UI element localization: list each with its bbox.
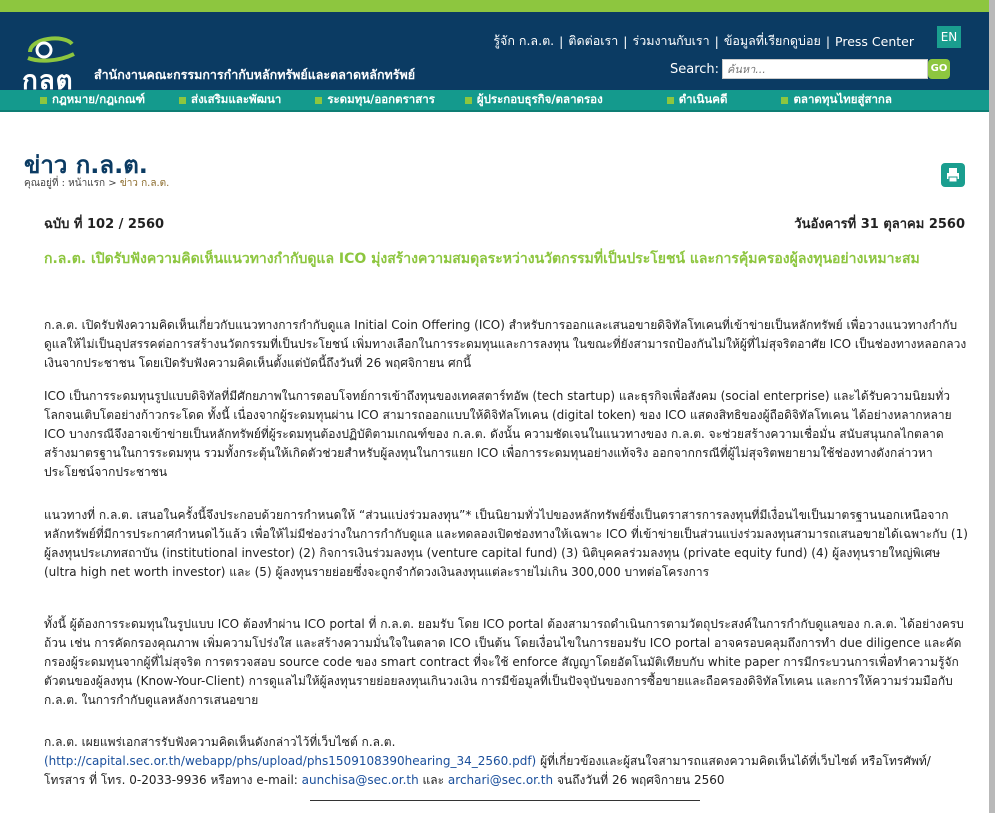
top-accent-bar: [0, 0, 995, 12]
nav-item-thai-capital-market[interactable]: [781, 91, 892, 109]
search-input[interactable]: [722, 59, 928, 79]
nav-item-enforcement[interactable]: [667, 91, 728, 109]
breadcrumb-current: ข่าว ก.ล.ต.: [119, 178, 170, 189]
scrollbar[interactable]: [989, 0, 995, 813]
article-date: วันอังคารที่ 31 ตุลาคม 2560: [794, 217, 965, 232]
page-title: ข่าว ก.ล.ต.: [24, 151, 148, 179]
separator: |: [714, 33, 719, 49]
search-label: Search:: [670, 62, 720, 77]
nav-label: ส่งเสริมและพัฒนา: [191, 92, 282, 106]
nav-bullet-icon: [315, 97, 322, 104]
email-link-aunchisa[interactable]: aunchisa@sec.or.th: [301, 773, 419, 787]
email-link-archari[interactable]: archari@sec.or.th: [447, 773, 554, 787]
top-link-careers[interactable]: ร่วมงานกับเรา: [632, 33, 710, 48]
article-paragraph-5: [44, 733, 969, 790]
article-headline: ก.ล.ต. เปิดรับฟังความคิดเห็นแนวทางกำกับดูแล ICO มุ่งสร้างความสมดุลระหว่างนวัตกรรมที่เป็นประโยชน์ และการคุ้มครองผู้ลงทุนอย่างเหมาะสม: [44, 251, 920, 267]
organization-name: สำนักงานคณะกรรมการกำกับหลักทรัพย์และตลาดหลักทรัพย์: [94, 67, 416, 82]
hearing-document-link[interactable]: (http://capital.sec.or.th/webapp/phs/upload/phs1509108390hearing_34_2560.pdf): [44, 754, 537, 768]
nav-bullet-icon: [465, 97, 472, 104]
nav-bullet-icon: [179, 97, 186, 104]
main-nav: [0, 90, 989, 112]
top-link-contact[interactable]: ติดต่อเรา: [568, 33, 619, 48]
print-button[interactable]: [941, 163, 965, 187]
printer-icon: [941, 163, 965, 187]
breadcrumb-prefix: คุณอยู่ที่ :: [24, 178, 65, 189]
article-paragraph-3: แนวทางที่ ก.ล.ต. เสนอในครั้งนี้จึงประกอบด้วยการกำหนดให้ “ส่วนแบ่งร่วมลงทุน”* เป็นนิยามทั่วไปของหลักทรัพย์ซึ่งเป็นตราสารการลงทุนที่มีเงื่อนไขเป็นมาตรฐานนอกเหนือจากหลักทรัพย์ที่มีการประกาศกำหนดไว้แล้ว เพื่อให้ไม่มีช่องว่างในการกำกับดูแล และทดลองเปิดช่องทางให้เฉพาะ ICO ที่เข้าข่ายเป็นส่วนแบ่งร่วมลงทุนสามารถเสนอขายได้เฉพาะกับ (1) ผู้ลงทุนประเภทสถาบัน (institutional investor) (2) กิจการเงินร่วมลงทุน (venture capital fund) (3) นิติบุคคลร่วมลงทุน (private equity fund) (4) ผู้ลงทุนรายใหญ่พิเศษ (ultra high net worth investor) และ (5) ผู้ลงทุนรายย่อยซึ่งจะถูกจำกัดวงเงินลงทุนแต่ละรายไม่เกิน 300,000 บาทต่อโครงการ: [44, 508, 968, 579]
nav-label: ตลาดทุนไทยสู่สากล: [793, 92, 892, 106]
paragraph-5-middle: ผู้ที่เกี่ยวข้องและผู้สนใจสามารถแสดงความคิดเห็นได้ที่เว็บไซต์ หรือโทรศัพท์/โทรสาร ที่ โทร. 0-2033-9936 หรือทาง e-mail:: [44, 754, 931, 787]
article-paragraph-4: ทั้งนี้ ผู้ต้องการระดมทุนในรูปแบบ ICO ต้องทำผ่าน ICO portal ที่ ก.ล.ต. ยอมรับ โดย ICO portal ต้องสามารถดำเนินการตามวัตถุประสงค์ในการกำกับดูแลของ ก.ล.ต. ได้อย่างครบถ้วน เช่น การคัดกรองคุณภาพ เพิ่มความโปร่งใส และสร้างความมั่นใจในตลาด ICO เป็นต้น โดยเงื่อนไขในการยอมรับ ICO portal อาจครอบคลุมถึงการทำ due diligence และคัดกรองผู้ระดมทุนจากผู้ที่ไม่สุจริต การตรวจสอบ source code ของ smart contract ที่จะใช้ enforce สัญญาโดยอัตโนมัติเทียบกับ white paper การมีกระบวนการเพื่อทำความรู้จักตัวตนของผู้ลงทุน (Know-Your-Client) การดูแลไม่ให้ผู้ลงทุนรายย่อยลงทุนเกินวงเงิน การมีข้อมูลที่เป็นปัจจุบันของการซื้อขายและถือครองดิจิทัลโทเคน และการให้ความร่วมมือกับ ก.ล.ต. ในการกำกับดูแลหลังการเสนอขาย: [44, 617, 964, 707]
language-en-button[interactable]: EN: [937, 26, 961, 48]
top-link-press-center[interactable]: Press Center: [835, 33, 914, 49]
nav-bullet-icon: [667, 97, 674, 104]
logo-wordmark[interactable]: กลต: [22, 66, 74, 96]
nav-item-fundraising[interactable]: [315, 91, 435, 109]
breadcrumb: [24, 176, 169, 191]
and-word: และ: [422, 773, 445, 787]
nav-item-promotion[interactable]: [179, 91, 281, 109]
breadcrumb-separator: >: [108, 178, 117, 189]
top-link-faq[interactable]: ข้อมูลที่เรียกดูบ่อย: [723, 33, 821, 48]
nav-label: กฎหมาย/กฎเกณฑ์: [52, 92, 146, 106]
site-header: [0, 12, 989, 96]
top-links: [488, 31, 919, 51]
divider: [310, 800, 700, 801]
issue-number: ฉบับ ที่ 102 / 2560: [44, 217, 165, 232]
breadcrumb-home-link[interactable]: หน้าแรก: [68, 178, 106, 189]
search-go-button[interactable]: GO: [928, 59, 950, 79]
nav-item-business-operators[interactable]: [465, 91, 603, 109]
paragraph-5-intro: ก.ล.ต. เผยแพร่เอกสารรับฟังความคิดเห็นดังกล่าวไว้ที่เว็บไซต์ ก.ล.ต.: [44, 735, 396, 749]
separator: |: [559, 33, 564, 49]
separator: |: [623, 33, 628, 49]
article-paragraph-1: ก.ล.ต. เปิดรับฟังความคิดเห็นเกี่ยวกับแนวทางการกำกับดูแล Initial Coin Offering (ICO) สำหรับการออกและเสนอขายดิจิทัลโทเคนที่เข้าข่ายเป็นหลักทรัพย์ เพื่อวางแนวทางกำกับดูแลให้ไม่เป็นอุปสรรคต่อการสร้างนวัตกรรมที่เป็นประโยชน์ เพิ่มทางเลือกในการระดมทุนและการลงทุน ในขณะที่ยังสามารถป้องกันไม่ให้ผู้ที่ไม่สุจริตอาศัย ICO เป็นช่องทางหลอกลวงเงินจากประชาชน โดยเปิดรับฟังความคิดเห็นตั้งแต่บัดนี้ถึงวันที่ 26 พฤศจิกายน ศกนี้: [44, 318, 967, 370]
nav-label: ดำเนินคดี: [678, 92, 728, 106]
separator: |: [825, 33, 831, 49]
nav-label: ผู้ประกอบธุรกิจ/ตลาดรอง: [476, 92, 603, 106]
article-paragraph-2: ICO เป็นการระดมทุนรูปแบบดิจิทัลที่มีศักยภาพในการตอบโจทย์การเข้าถึงทุนของเทคสตาร์ทอัพ (tech startup) และธุรกิจเพื่อสังคม (social enterprise) และได้รับความนิยมทั่วโลกจนเติบโตอย่างก้าวกระโดด ทั้งนี้ เนื่องจากผู้ระดมทุนผ่าน ICO สามารถออกแบบให้ดิจิทัลโทเคน (digital token) ของ ICO แสดงสิทธิของผู้ถือดิจิทัลโทเคน ได้อย่างหลากหลาย ICO บางกรณีจึงอาจเข้าข่ายเป็นหลักทรัพย์ที่ผู้ระดมทุนต้องปฏิบัติตามเกณฑ์ของ ก.ล.ต. ดังนั้น ความชัดเจนในแนวทางของ ก.ล.ต. จะช่วยสร้างความเชื่อมั่น สนับสนุนกลไกตลาด สร้างมาตรฐานในการระดมทุน รวมทั้งกระตุ้นให้เกิดตัวช่วยสำหรับผู้ลงทุนในการแยก ICO เพื่อการระดมทุนอย่างแท้จริง ออกจากกรณีที่ผู้ไม่สุจริตพยายามใช้ช่องทางดังกล่าวหาประโยชน์จากประชาชน: [44, 389, 952, 479]
nav-bullet-icon: [781, 97, 788, 104]
paragraph-5-end: จนถึงวันที่ 26 พฤศจิกายน 2560: [556, 773, 725, 787]
nav-label: ระดมทุน/ออกตราสาร: [327, 92, 435, 106]
top-link-about[interactable]: รู้จัก ก.ล.ต.: [493, 33, 555, 48]
